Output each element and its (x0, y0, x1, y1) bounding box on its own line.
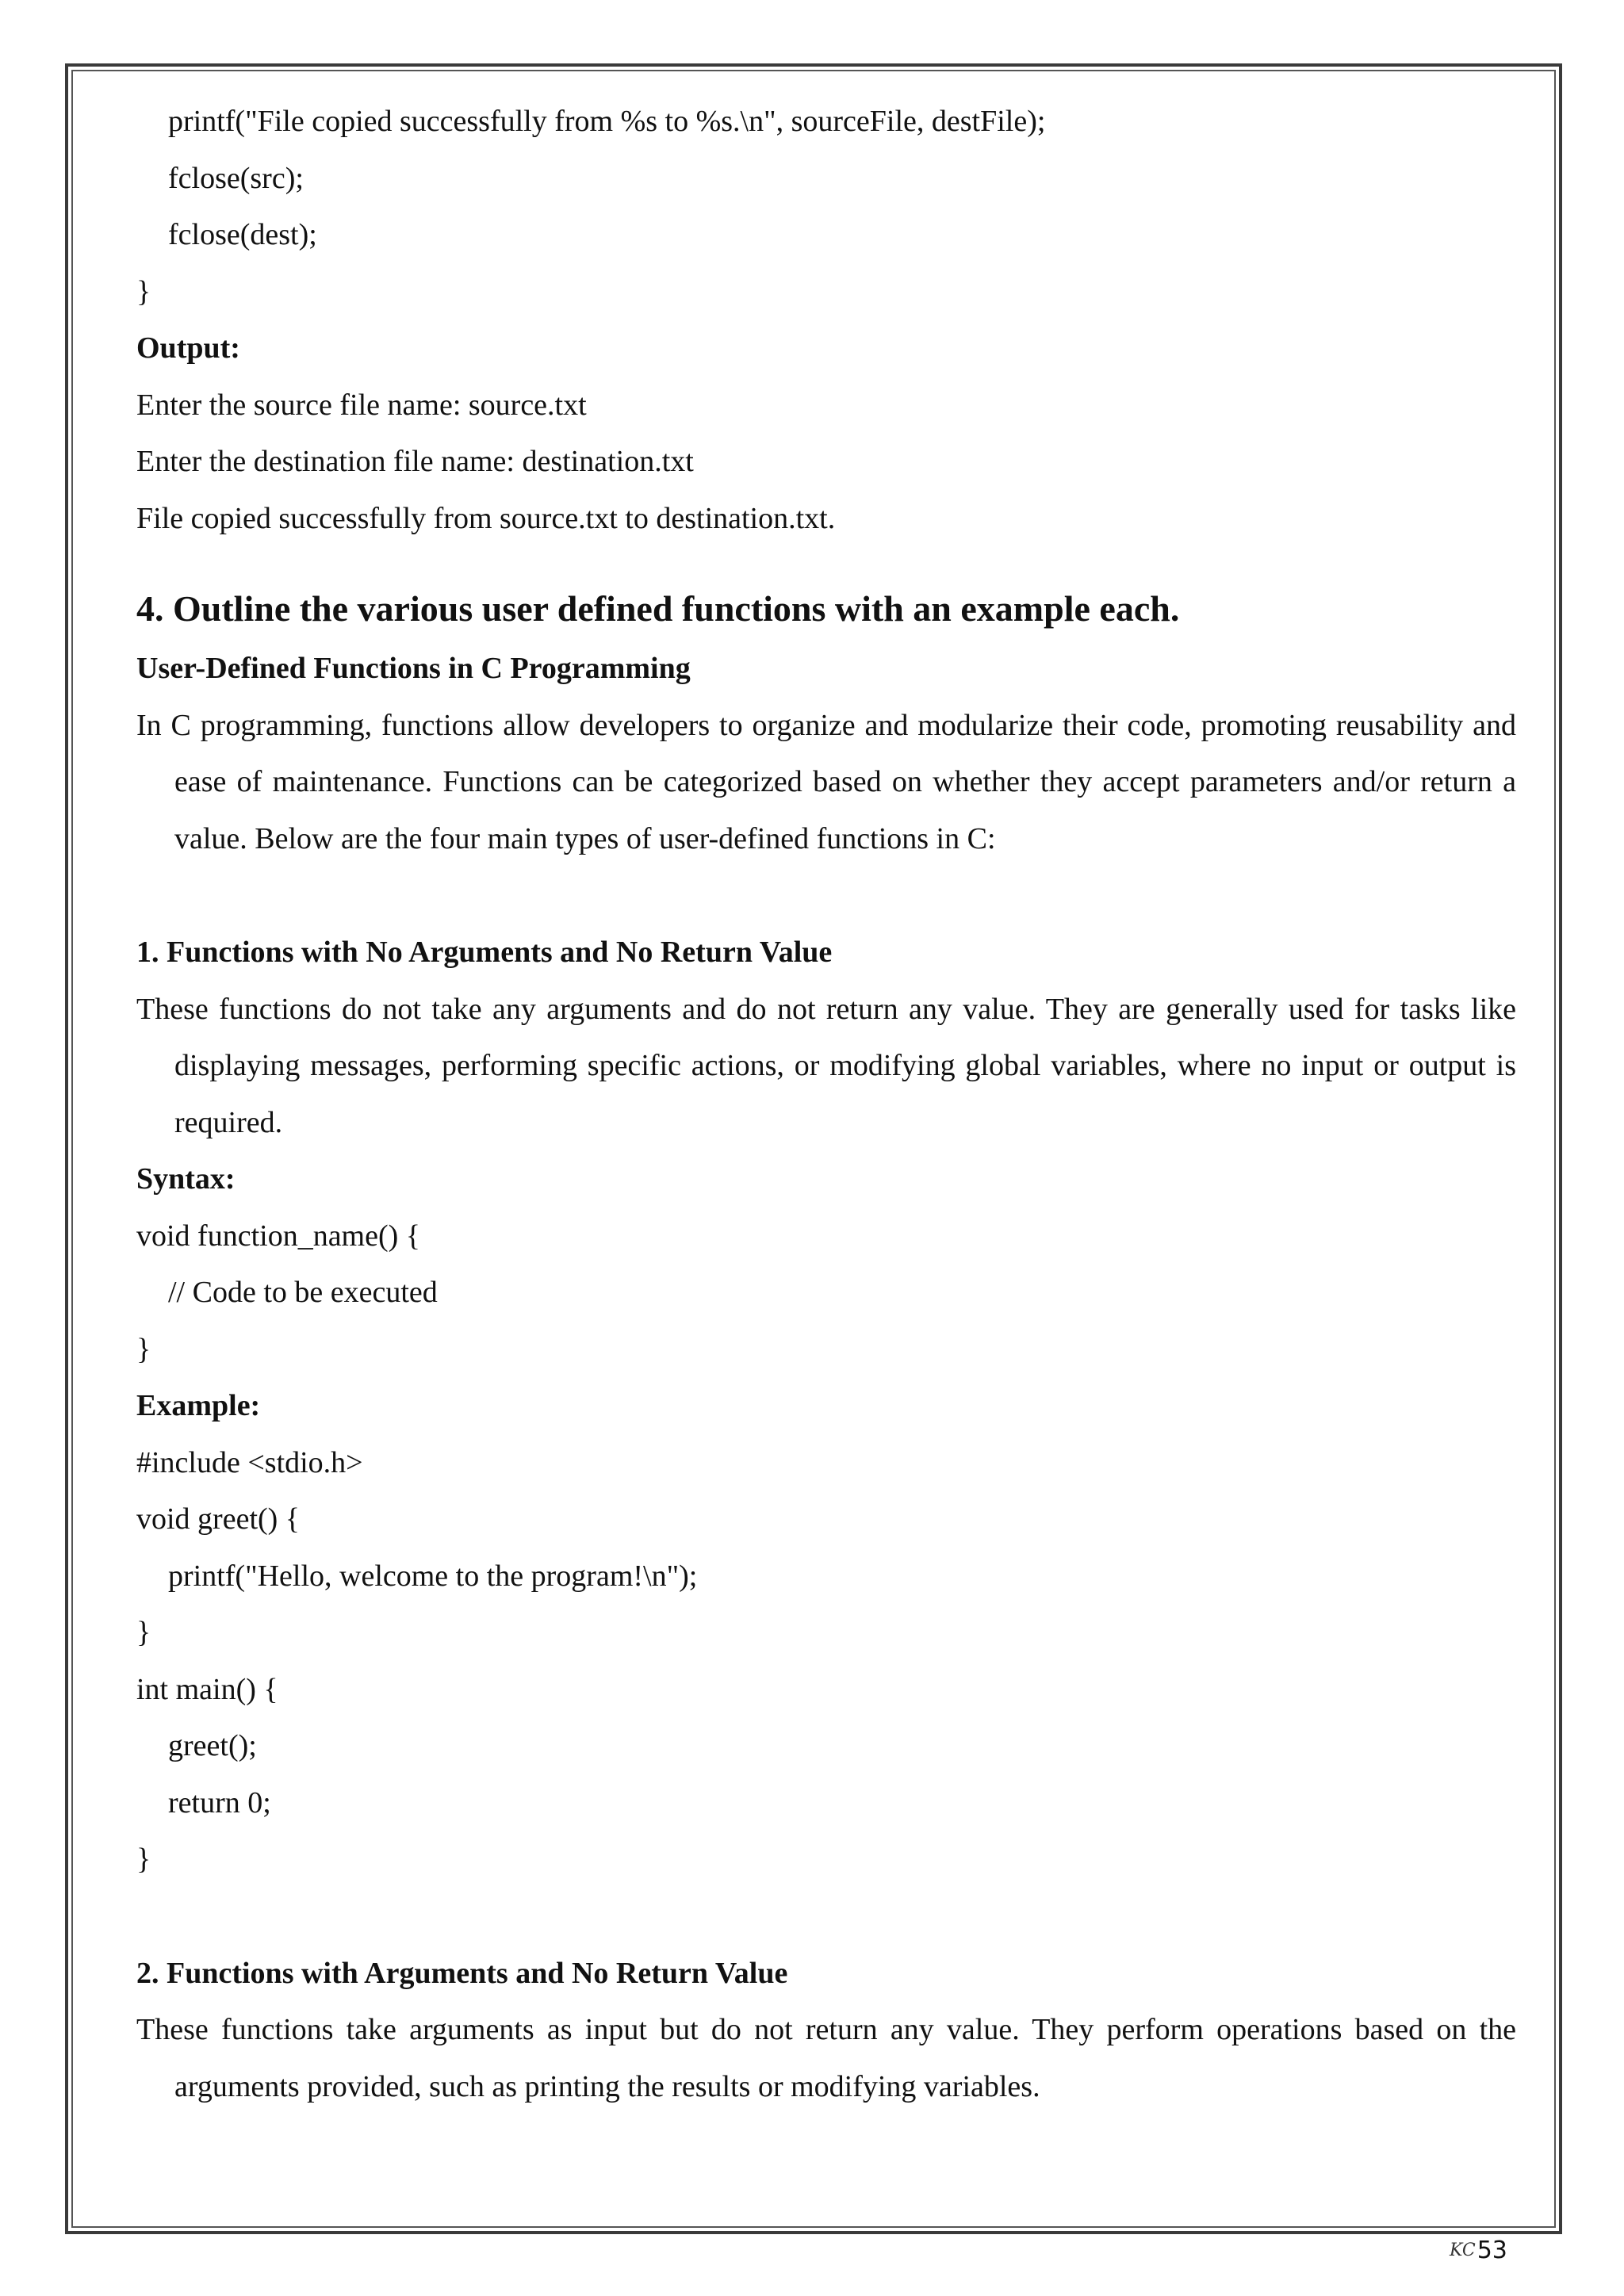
code-line: // Code to be executed (168, 1276, 438, 1309)
code-line: int main() { (136, 1672, 278, 1706)
page-number: 53 (1477, 2236, 1507, 2264)
spacer (136, 1888, 1516, 1946)
code-line: void greet() { (136, 1502, 301, 1536)
output-line: File copied successfully from source.txt to destination.txt. (136, 501, 836, 535)
section2-description: These functions take arguments as input but do not return any value. They perform operations based on the arguments provided, such as printing the results or modifying variables. (136, 2013, 1516, 2103)
syntax-label: Syntax: (136, 1162, 236, 1196)
section1-description: These functions do not take any arguments and do not return any value. They are generally used for tasks like displaying messages, performing specific actions, or modifying global variables, where no input or output is required. (136, 992, 1516, 1139)
page-footer (1450, 2234, 1507, 2266)
output-line: Enter the source file name: source.txt (136, 388, 587, 422)
code-line: return 0; (168, 1785, 271, 1820)
page-content (136, 94, 1516, 2115)
code-line: greet(); (168, 1729, 257, 1762)
intro-paragraph: In C programming, functions allow developers to organize and modularize their code, promoting reusability and ease of maintenance. Functions can be categorized based on whether they accept parameters and/or return a value. Below are the four main types of user-defined functions in C: (136, 708, 1516, 855)
code-line: } (136, 274, 151, 308)
section1-title: 1. Functions with No Arguments and No Return Value (136, 936, 833, 969)
section2-title: 2. Functions with Arguments and No Return Value (136, 1956, 788, 1990)
code-line: } (136, 1616, 151, 1649)
code-line: } (136, 1332, 151, 1366)
code-line: } (136, 1843, 151, 1876)
code-line: printf("Hello, welcome to the program!\n"); (168, 1559, 698, 1593)
output-label: Output: (136, 331, 240, 365)
code-line: void function_name() { (136, 1219, 421, 1253)
section-subheading: User-Defined Functions in C Programming (136, 652, 691, 685)
code-line: #include <stdio.h> (136, 1445, 363, 1479)
author-mark-icon: KC (1450, 2240, 1476, 2260)
spacer (136, 867, 1516, 924)
code-line: fclose(dest); (168, 218, 317, 251)
output-line: Enter the destination file name: destination.txt (136, 445, 694, 478)
spacer (136, 547, 1516, 577)
code-line: fclose(src); (168, 161, 304, 195)
question-heading: 4. Outline the various user defined functions with an example each. (136, 588, 1180, 629)
code-line: printf("File copied successfully from %s to %s.\n", sourceFile, destFile); (168, 105, 1046, 138)
example-label: Example: (136, 1389, 261, 1422)
